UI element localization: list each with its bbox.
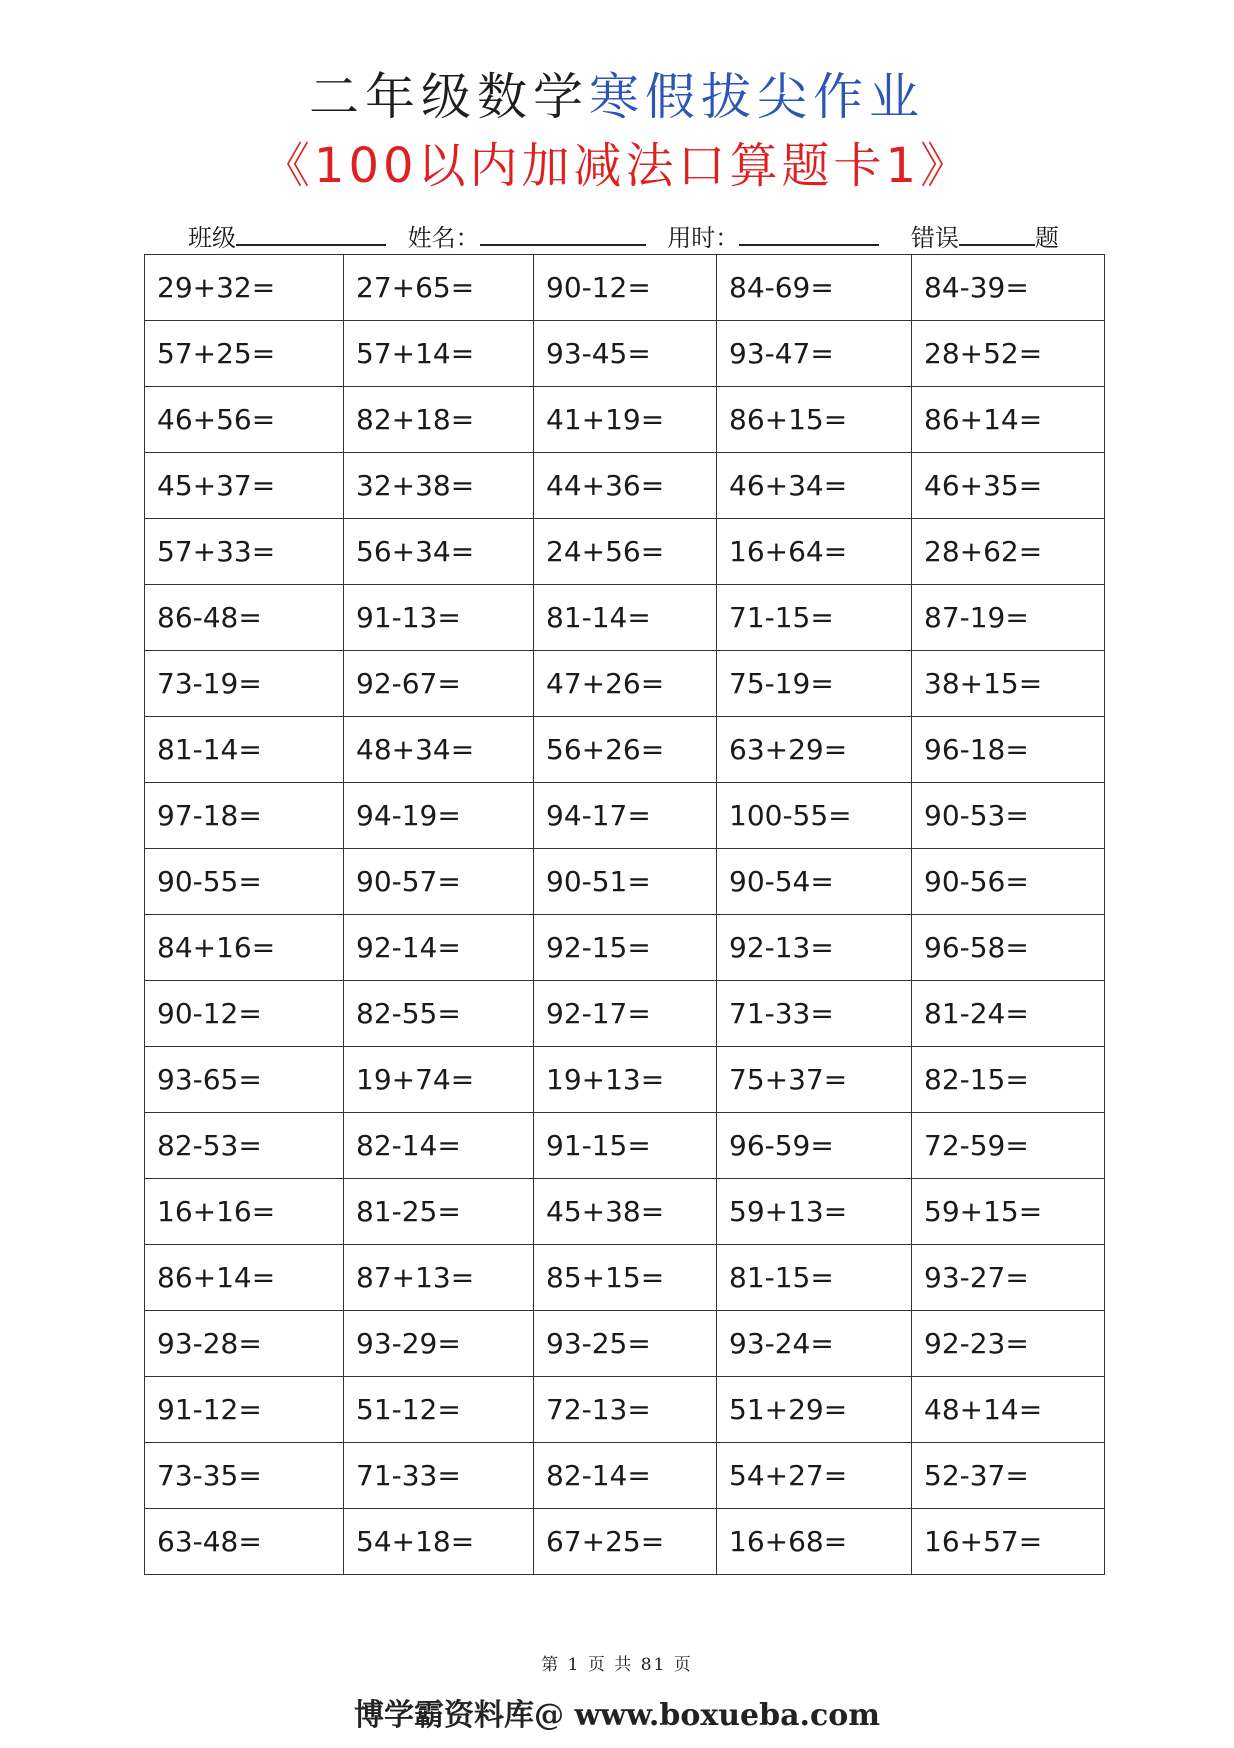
problem-cell: 24+56= <box>534 519 717 585</box>
problem-row <box>145 1443 1105 1509</box>
problem-row <box>145 1509 1105 1575</box>
problem-cell: 19+13= <box>534 1047 717 1113</box>
problem-cell: 93-45= <box>534 321 717 387</box>
problem-row <box>145 1311 1105 1377</box>
problem-cell: 93-29= <box>344 1311 534 1377</box>
problem-cell: 45+38= <box>534 1179 717 1245</box>
problem-cell: 82-53= <box>145 1113 344 1179</box>
problem-cell: 92-17= <box>534 981 717 1047</box>
problem-cell: 87-19= <box>912 585 1105 651</box>
problem-cell: 81-15= <box>717 1245 912 1311</box>
problem-cell: 57+25= <box>145 321 344 387</box>
page-title <box>0 62 1234 132</box>
problem-row <box>145 255 1105 321</box>
problem-cell: 90-12= <box>145 981 344 1047</box>
problem-cell: 41+19= <box>534 387 717 453</box>
problem-cell: 47+26= <box>534 651 717 717</box>
problem-cell: 16+16= <box>145 1179 344 1245</box>
problem-cell: 85+15= <box>534 1245 717 1311</box>
problem-cell: 93-27= <box>912 1245 1105 1311</box>
problem-cell: 91-15= <box>534 1113 717 1179</box>
problem-cell: 44+36= <box>534 453 717 519</box>
problem-cell: 57+33= <box>145 519 344 585</box>
errors-suffix: 题 <box>1034 224 1059 252</box>
problem-row <box>145 1377 1105 1443</box>
problem-cell: 90-53= <box>912 783 1105 849</box>
problem-row <box>145 519 1105 585</box>
problem-cell: 96-18= <box>912 717 1105 783</box>
problem-cell: 32+38= <box>344 453 534 519</box>
page-number: 第 1 页 共 81 页 <box>541 1655 693 1675</box>
problem-cell: 93-47= <box>717 321 912 387</box>
problem-cell: 73-35= <box>145 1443 344 1509</box>
time-label: 用时： <box>667 224 740 252</box>
problem-cell: 90-51= <box>534 849 717 915</box>
problem-cell: 72-59= <box>912 1113 1105 1179</box>
problem-cell: 51-12= <box>344 1377 534 1443</box>
problem-cell: 38+15= <box>912 651 1105 717</box>
problem-row <box>145 387 1105 453</box>
class-blank[interactable] <box>236 220 386 246</box>
problem-cell: 16+68= <box>717 1509 912 1575</box>
problem-cell: 92-23= <box>912 1311 1105 1377</box>
problem-cell: 90-54= <box>717 849 912 915</box>
problem-cell: 91-12= <box>145 1377 344 1443</box>
problem-row <box>145 1047 1105 1113</box>
problem-cell: 51+29= <box>717 1377 912 1443</box>
problem-cell: 71-33= <box>344 1443 534 1509</box>
problem-cell: 94-19= <box>344 783 534 849</box>
problem-cell: 82-14= <box>344 1113 534 1179</box>
problem-cell: 93-28= <box>145 1311 344 1377</box>
problem-cell: 90-57= <box>344 849 534 915</box>
problem-cell: 97-18= <box>145 783 344 849</box>
problem-cell: 75-19= <box>717 651 912 717</box>
problem-row <box>145 651 1105 717</box>
problem-cell: 91-13= <box>344 585 534 651</box>
problem-cell: 46+56= <box>145 387 344 453</box>
problem-row <box>145 981 1105 1047</box>
problem-cell: 72-13= <box>534 1377 717 1443</box>
problem-cell: 46+35= <box>912 453 1105 519</box>
problem-row <box>145 1245 1105 1311</box>
problem-cell: 86-48= <box>145 585 344 651</box>
problem-cell: 92-13= <box>717 915 912 981</box>
problem-cell: 16+64= <box>717 519 912 585</box>
problem-cell: 81-14= <box>145 717 344 783</box>
problem-cell: 84-69= <box>717 255 912 321</box>
problem-cell: 90-12= <box>534 255 717 321</box>
problem-cell: 48+34= <box>344 717 534 783</box>
problem-row <box>145 717 1105 783</box>
problem-cell: 19+74= <box>344 1047 534 1113</box>
name-label: 姓名： <box>407 224 480 252</box>
problem-cell: 54+27= <box>717 1443 912 1509</box>
problem-cell: 57+14= <box>344 321 534 387</box>
problem-cell: 27+65= <box>344 255 534 321</box>
problem-cell: 84-39= <box>912 255 1105 321</box>
problem-cell: 96-58= <box>912 915 1105 981</box>
name-blank[interactable] <box>480 220 646 246</box>
problem-cell: 81-14= <box>534 585 717 651</box>
problem-cell: 81-24= <box>912 981 1105 1047</box>
problem-cell: 28+52= <box>912 321 1105 387</box>
problem-row <box>145 1113 1105 1179</box>
errors-label: 错误 <box>910 224 959 252</box>
problem-cell: 84+16= <box>145 915 344 981</box>
problem-row <box>145 1179 1105 1245</box>
problem-cell: 56+26= <box>534 717 717 783</box>
problem-cell: 81-25= <box>344 1179 534 1245</box>
watermark: 博学霸资料库@ www.boxueba.com <box>354 1698 880 1733</box>
problem-row <box>145 915 1105 981</box>
problem-cell: 67+25= <box>534 1509 717 1575</box>
problem-cell: 63+29= <box>717 717 912 783</box>
problem-cell: 29+32= <box>145 255 344 321</box>
errors-blank[interactable] <box>959 220 1035 246</box>
title-homework: 寒假拔尖作业 <box>589 68 925 126</box>
problem-cell: 93-65= <box>145 1047 344 1113</box>
problem-row <box>145 321 1105 387</box>
problem-cell: 93-25= <box>534 1311 717 1377</box>
problem-cell: 59+13= <box>717 1179 912 1245</box>
problem-cell: 54+18= <box>344 1509 534 1575</box>
problem-cell: 94-17= <box>534 783 717 849</box>
problem-cell: 73-19= <box>145 651 344 717</box>
problem-cell: 90-56= <box>912 849 1105 915</box>
problem-cell: 86+15= <box>717 387 912 453</box>
problem-cell: 71-33= <box>717 981 912 1047</box>
problem-cell: 82-55= <box>344 981 534 1047</box>
problem-cell: 52-37= <box>912 1443 1105 1509</box>
problem-cell: 71-15= <box>717 585 912 651</box>
problem-grid <box>144 254 1105 1575</box>
time-blank[interactable] <box>739 220 879 246</box>
problem-row <box>145 453 1105 519</box>
problem-cell: 28+62= <box>912 519 1105 585</box>
page-subtitle: 《100以内加减法口算题卡1》 <box>261 138 973 194</box>
problem-cell: 92-67= <box>344 651 534 717</box>
problem-cell: 86+14= <box>912 387 1105 453</box>
problem-cell: 63-48= <box>145 1509 344 1575</box>
problem-cell: 87+13= <box>344 1245 534 1311</box>
problem-row <box>145 783 1105 849</box>
problem-row <box>145 585 1105 651</box>
problem-cell: 96-59= <box>717 1113 912 1179</box>
problem-cell: 100-55= <box>717 783 912 849</box>
problem-cell: 56+34= <box>344 519 534 585</box>
title-grade-subject: 二年级数学 <box>309 68 589 126</box>
problem-cell: 93-24= <box>717 1311 912 1377</box>
problem-cell: 82+18= <box>344 387 534 453</box>
problem-cell: 82-15= <box>912 1047 1105 1113</box>
problem-cell: 92-14= <box>344 915 534 981</box>
problem-cell: 86+14= <box>145 1245 344 1311</box>
problem-cell: 46+34= <box>717 453 912 519</box>
student-info-row <box>188 220 1088 254</box>
problem-cell: 59+15= <box>912 1179 1105 1245</box>
problem-cell: 75+37= <box>717 1047 912 1113</box>
class-label: 班级 <box>188 224 236 252</box>
problem-cell: 90-55= <box>145 849 344 915</box>
problem-cell: 16+57= <box>912 1509 1105 1575</box>
problem-cell: 45+37= <box>145 453 344 519</box>
problem-cell: 92-15= <box>534 915 717 981</box>
problem-cell: 48+14= <box>912 1377 1105 1443</box>
problem-cell: 82-14= <box>534 1443 717 1509</box>
problem-row <box>145 849 1105 915</box>
